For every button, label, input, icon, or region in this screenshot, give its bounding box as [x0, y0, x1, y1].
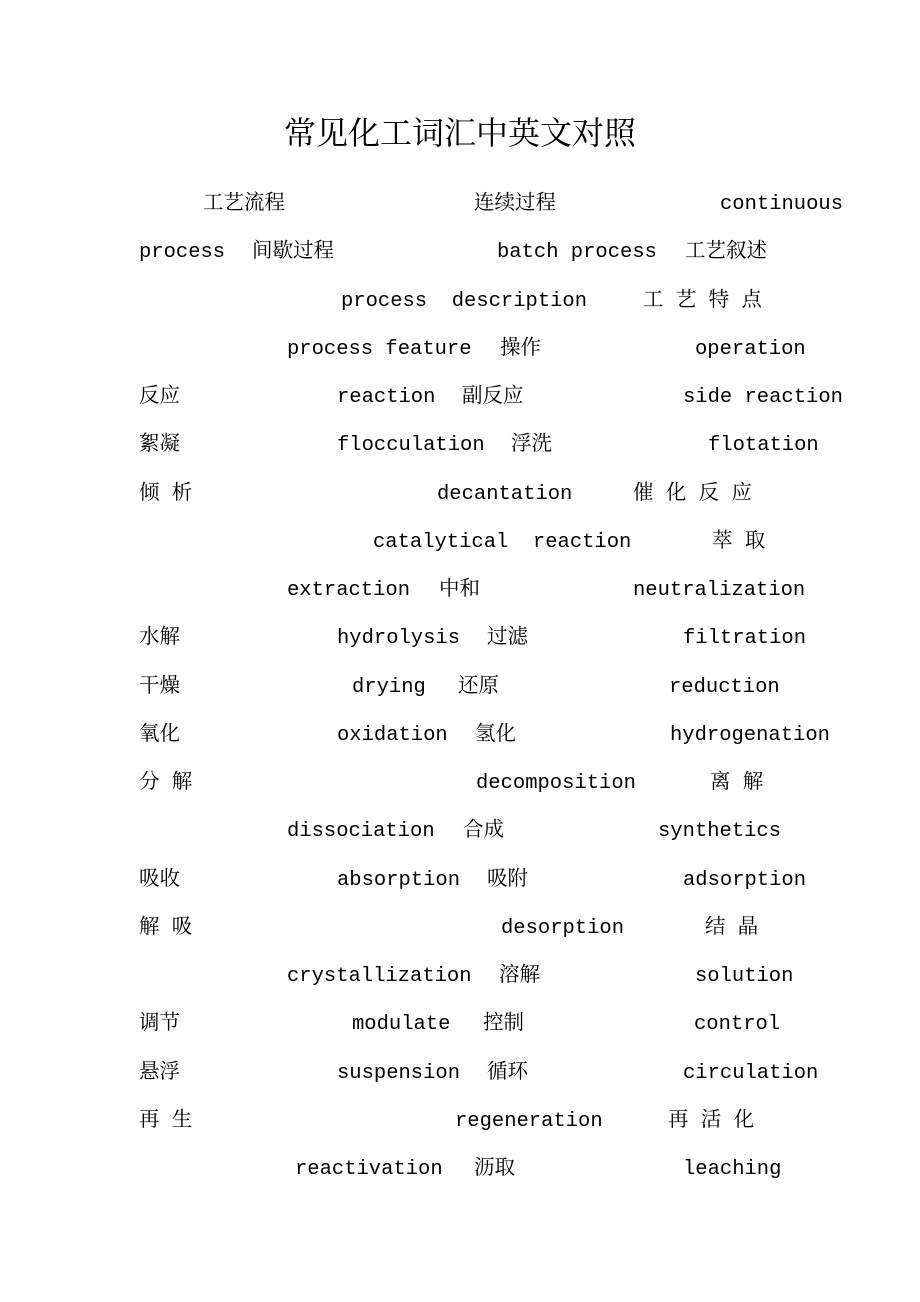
- english-term: dissociation: [287, 820, 435, 844]
- english-term: filtration: [683, 627, 807, 651]
- english-term: reaction: [337, 386, 436, 409]
- english-term: synthetics: [658, 820, 782, 844]
- chinese-term: 间歇过程: [252, 241, 334, 265]
- english-term: regeneration: [455, 1109, 603, 1133]
- chinese-term: 再 生: [139, 1109, 193, 1133]
- english-term: decomposition: [476, 772, 636, 795]
- english-term: modulate: [352, 1013, 451, 1037]
- chinese-term: 再 活 化: [668, 1109, 755, 1133]
- english-term: flotation: [708, 434, 819, 458]
- english-term: process: [139, 241, 226, 265]
- chinese-term: 萃 取: [712, 530, 766, 554]
- chinese-term: 氧化: [139, 723, 180, 747]
- english-term: reactivation: [295, 1158, 443, 1181]
- chinese-term: 吸附: [487, 868, 528, 892]
- english-term: circulation: [683, 1061, 819, 1085]
- chinese-term: 工艺叙述: [685, 241, 767, 265]
- chinese-term: 副反应: [462, 386, 524, 409]
- english-term: suspension: [337, 1061, 461, 1085]
- chinese-term: 合成: [463, 820, 504, 844]
- english-term: hydrogenation: [670, 723, 830, 747]
- chinese-term: 离 解: [710, 772, 764, 795]
- english-term: batch process: [497, 241, 657, 265]
- chinese-term: 中和: [439, 579, 480, 602]
- english-term: control: [694, 1013, 781, 1037]
- english-term: desorption: [501, 916, 625, 940]
- chinese-term: 循环: [487, 1061, 528, 1085]
- english-term: leaching: [683, 1158, 782, 1181]
- chinese-term: 解 吸: [139, 916, 193, 940]
- english-term: absorption: [337, 868, 461, 892]
- english-term: extraction: [287, 579, 411, 602]
- chinese-term: 溶解: [499, 965, 540, 988]
- chinese-term: 反应: [139, 386, 180, 409]
- chinese-term: 连续过程: [474, 193, 556, 216]
- chinese-term: 水解: [139, 627, 180, 651]
- english-term: flocculation: [337, 434, 485, 458]
- chinese-term: 还原: [458, 675, 499, 699]
- english-term: continuous: [720, 193, 844, 216]
- english-term: process feature: [287, 337, 472, 361]
- chinese-term: 浮洗: [511, 434, 552, 458]
- chinese-term: 过滤: [487, 627, 528, 651]
- chinese-term: 控制: [483, 1013, 524, 1037]
- chinese-term: 分 解: [139, 772, 193, 795]
- english-term: catalytical reaction: [373, 530, 632, 554]
- english-term: drying: [352, 675, 426, 699]
- chinese-term: 工艺流程: [203, 193, 285, 216]
- chinese-term: 结 晶: [705, 916, 759, 940]
- chinese-term: 操作: [500, 337, 541, 361]
- chinese-term: 催 化 反 应: [633, 482, 752, 506]
- chinese-term: 吸收: [139, 868, 180, 892]
- chinese-term: 调节: [139, 1013, 180, 1037]
- chinese-term: 氢化: [475, 723, 516, 747]
- english-term: hydrolysis: [337, 627, 461, 651]
- chinese-term: 悬浮: [139, 1061, 180, 1085]
- chinese-term: 沥取: [474, 1158, 515, 1181]
- english-term: oxidation: [337, 723, 448, 747]
- chinese-term: 倾 析: [139, 482, 193, 506]
- document-title: 常见化工词汇中英文对照: [283, 114, 636, 152]
- chinese-term: 干燥: [139, 675, 180, 699]
- english-term: side reaction: [683, 386, 843, 409]
- english-term: crystallization: [287, 965, 472, 988]
- english-term: solution: [695, 965, 794, 988]
- english-term: decantation: [437, 482, 573, 506]
- english-term: neutralization: [633, 579, 806, 602]
- chinese-term: 工 艺 特 点: [643, 289, 762, 313]
- english-term: reduction: [669, 675, 780, 699]
- english-term: process description: [341, 289, 588, 313]
- english-term: adsorption: [683, 868, 807, 892]
- chinese-term: 絮凝: [139, 434, 180, 458]
- english-term: operation: [695, 337, 806, 361]
